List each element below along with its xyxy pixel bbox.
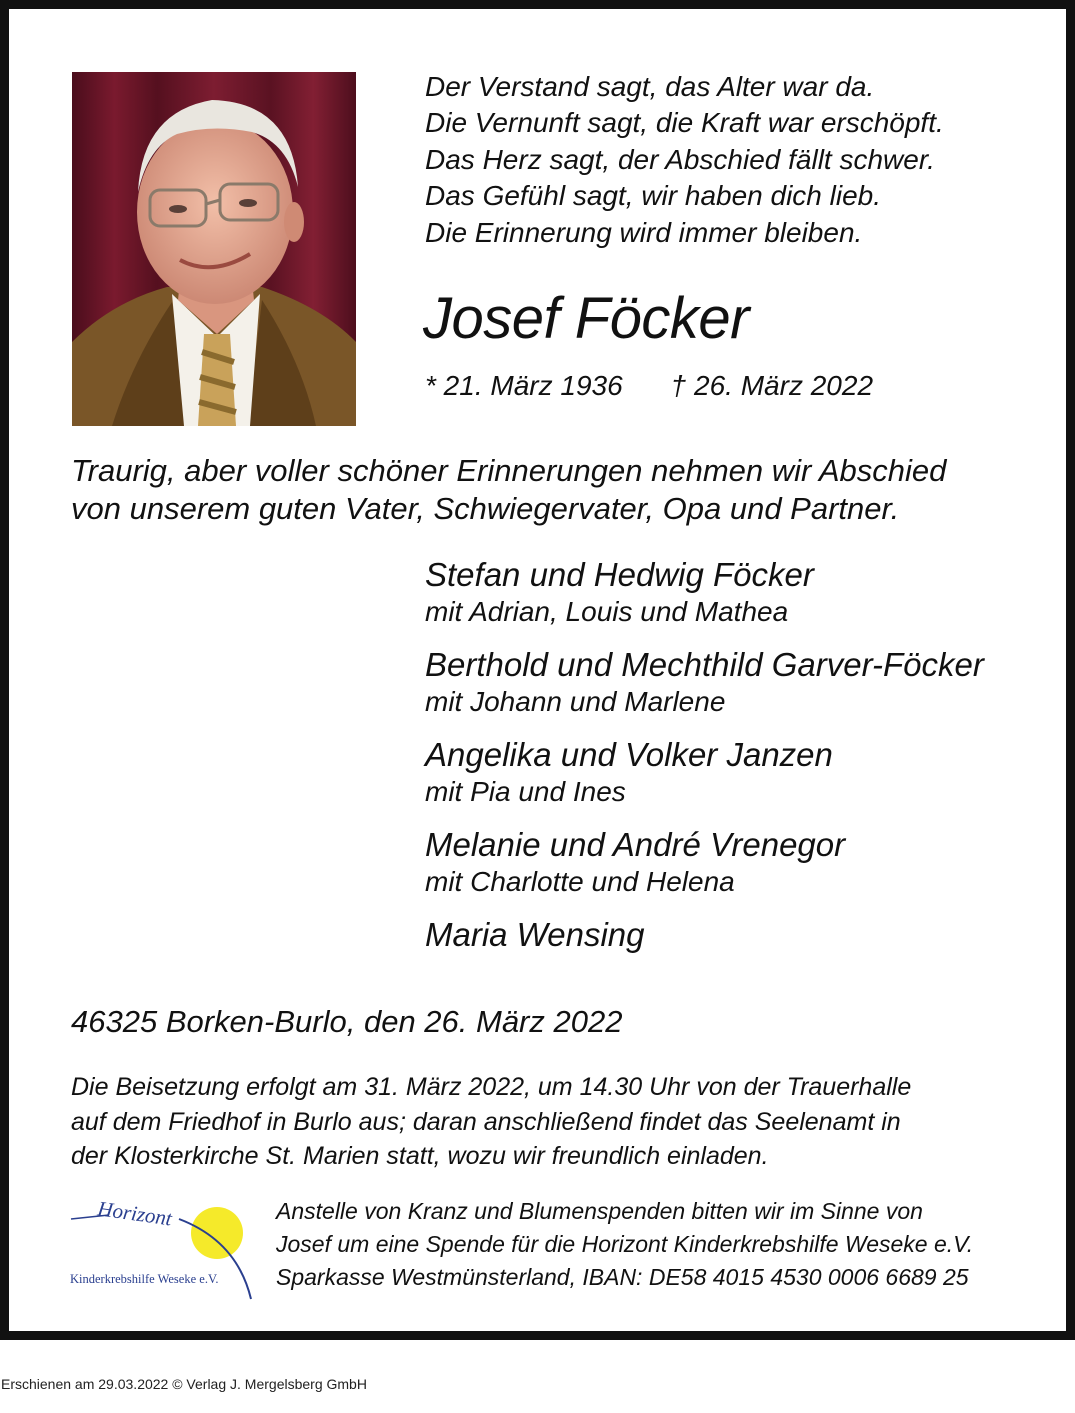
family-children: mit Adrian, Louis und Mathea: [425, 596, 789, 627]
funeral-line: auf dem Friedhof in Burlo aus; daran anschließend findet das Seelenamt in: [71, 1107, 901, 1136]
death-date: † 26. März 2022: [670, 370, 874, 401]
funeral-info: [71, 1070, 911, 1174]
donation-line: Josef um eine Spende für die Horizont Kinderkrebshilfe Weseke e.V.: [276, 1231, 974, 1257]
donation-line: Anstelle von Kranz und Blumenspenden bitten wir im Sinne von: [276, 1198, 923, 1224]
family-names: Maria Wensing: [425, 916, 645, 953]
funeral-line: der Klosterkirche St. Marien statt, wozu wir freundlich einladen.: [71, 1142, 769, 1170]
logo-title: Horizont: [96, 1197, 174, 1231]
family-entry: [425, 736, 984, 810]
poem-line: Das Gefühl sagt, wir haben dich lieb.: [425, 180, 882, 212]
family-children: mit Johann und Marlene: [425, 686, 726, 717]
logo-subtitle: Kinderkrebshilfe Weseke e.V.: [70, 1272, 219, 1286]
birth-date: * 21. März 1936: [425, 370, 623, 401]
family-entry: [425, 646, 984, 720]
donation-line: Sparkasse Westmünsterland, IBAN: DE58 4015 4530 0006 6689 25: [276, 1264, 969, 1290]
family-list: [425, 556, 984, 970]
sun-icon: [191, 1207, 243, 1259]
family-entry: [425, 826, 984, 900]
family-entry: [425, 556, 984, 630]
poem-line: Die Erinnerung wird immer bleiben.: [425, 216, 863, 248]
funeral-line: Die Beisetzung erfolgt am 31. März 2022, um 14.30 Uhr von der Trauerhalle: [71, 1073, 912, 1101]
family-children: mit Charlotte und Helena: [425, 866, 735, 897]
portrait-photo: [72, 72, 356, 426]
publication-footer: Erschienen am 29.03.2022 © Verlag J. Mergelsberg GmbH: [1, 1376, 367, 1392]
farewell-line: Traurig, aber voller schöner Erinnerungen nehmen wir Abschied: [71, 453, 947, 488]
horizont-logo: [69, 1197, 259, 1301]
family-names: Melanie und André Vrenegor: [425, 826, 846, 863]
poem-line: Das Herz sagt, der Abschied fällt schwer.: [425, 143, 935, 175]
family-names: Stefan und Hedwig Föcker: [425, 556, 814, 593]
poem-line: Die Vernunft sagt, die Kraft war erschöpft.: [425, 107, 944, 139]
family-entry: [425, 916, 984, 954]
life-dates: [425, 370, 873, 402]
family-names: Berthold und Mechthild Garver-Föcker: [425, 646, 984, 683]
donation-request: [276, 1195, 973, 1294]
family-children: mit Pia und Ines: [425, 776, 626, 807]
poem: [425, 69, 944, 251]
place-date: 46325 Borken-Burlo, den 26. März 2022: [71, 1004, 623, 1039]
deceased-name: Josef Föcker: [423, 286, 749, 351]
farewell-text: [71, 452, 946, 528]
poem-line: Der Verstand sagt, das Alter war da.: [425, 71, 875, 102]
family-names: Angelika und Volker Janzen: [425, 736, 833, 773]
farewell-line: von unserem guten Vater, Schwiegervater, Opa und Partner.: [71, 491, 900, 526]
